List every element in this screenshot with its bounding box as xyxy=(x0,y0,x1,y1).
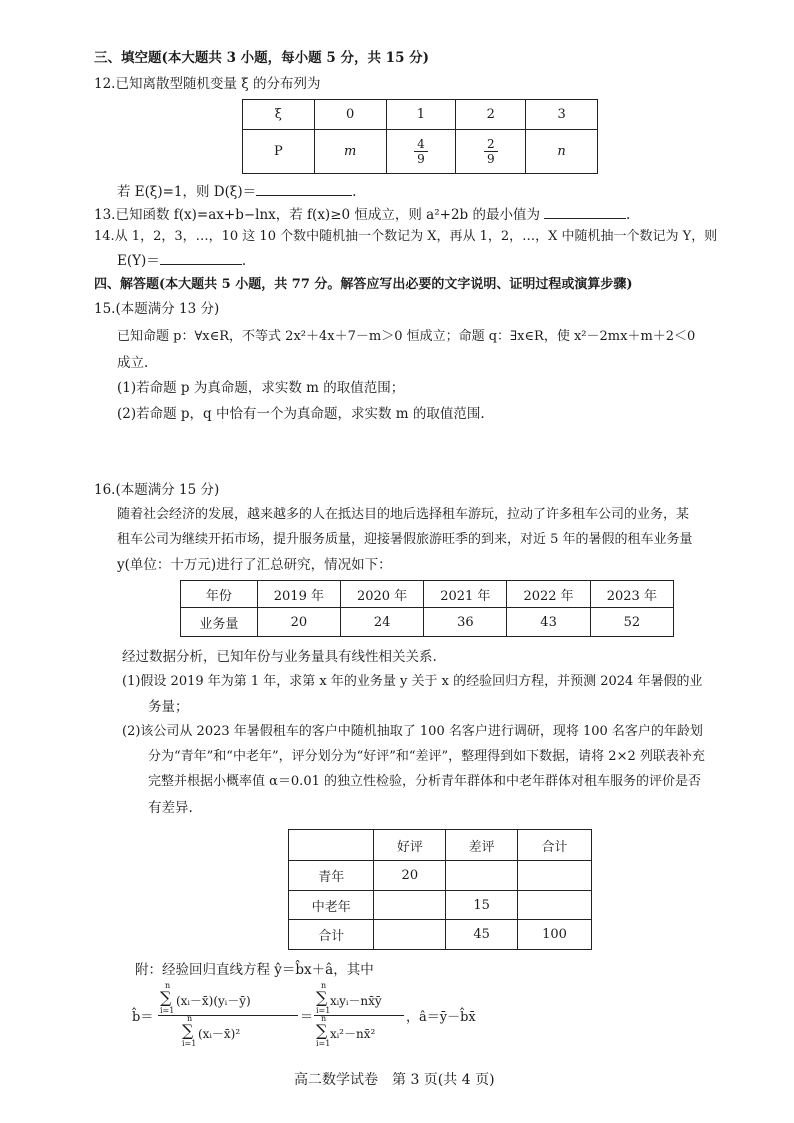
answer-blank[interactable] xyxy=(544,204,626,219)
table-cell: 52 xyxy=(590,608,673,637)
table-cell[interactable] xyxy=(518,861,592,891)
table-header-cell: 2020 年 xyxy=(340,581,423,608)
formula-equals: ＝ xyxy=(300,1010,314,1025)
table-cell: 20 xyxy=(374,861,446,891)
table-header-cell: 年份 xyxy=(181,581,258,608)
q16-part2-line3: 完整并根据小概率值 α＝0.01 的独立性检验，分析青年群体和中老年群体对租车服务的评价是否 xyxy=(148,774,701,789)
table-cell: 100 xyxy=(518,920,592,950)
table-cell: 45 xyxy=(446,920,518,950)
table-row-label: 青年 xyxy=(289,861,374,891)
table-cell[interactable] xyxy=(374,920,446,950)
q15-head: 15.(本题满分 13 分) xyxy=(94,301,220,317)
fraction-numerator: 2 xyxy=(484,137,498,152)
fraction-denominator: 9 xyxy=(417,152,425,166)
q16-after-table: 经过数据分析，已知年份与业务量具有线性相关关系. xyxy=(122,649,437,665)
sub-i: i=1 xyxy=(316,1039,331,1048)
answer-blank[interactable] xyxy=(256,181,352,196)
q14-ask: E(Y)＝ xyxy=(117,253,160,269)
period: . xyxy=(625,207,631,223)
fraction-denominator: 9 xyxy=(486,152,495,166)
sup-n: n xyxy=(321,981,327,990)
sub-i: i=1 xyxy=(160,1006,175,1015)
q12-intro: 12.已知离散型随机变量 ξ 的分布列为 xyxy=(94,76,321,92)
sigma-symbol: ∑ xyxy=(316,988,328,1007)
q15-part2: (2)若命题 p，q 中恰有一个为真命题，求实数 m 的取值范围. xyxy=(117,406,485,422)
dist-cell: 1 xyxy=(386,100,456,130)
table-cell[interactable] xyxy=(374,891,446,920)
table-cell[interactable] xyxy=(518,891,592,920)
fraction-bar xyxy=(158,1015,298,1016)
numerator-2: xᵢyᵢ－nx̄ȳ xyxy=(330,994,382,1008)
q16-part2-line4: 有差异. xyxy=(148,800,193,816)
table-header-cell xyxy=(289,830,374,861)
q15-line1: 已知命题 p：∀x∈R，不等式 2x²＋4x＋7－m＞0 恒成立；命题 q：∃x∈R，使 x²－2mx＋m＋2＜0 xyxy=(117,329,696,344)
sigma-symbol: ∑ xyxy=(182,1021,194,1040)
denominator-2: xᵢ²－nx̄² xyxy=(330,1027,376,1041)
appendix-line: 附：经验回归直线方程 ŷ＝b̂x＋â，其中 xyxy=(135,962,374,978)
formula-ahat: ，â＝ȳ－b̂x̄ xyxy=(406,1010,476,1025)
fraction-bar xyxy=(314,1015,404,1016)
dist-cell: ξ xyxy=(243,100,315,130)
q16-part2-line1: (2)该公司从 2023 年暑假租车的客户中随机抽取了 100 名客户进行调研，现将 100 名客户的年龄划 xyxy=(122,724,703,739)
table-header-cell: 2022 年 xyxy=(507,581,590,608)
table-cell: 43 xyxy=(507,608,590,637)
table-row-label: 中老年 xyxy=(289,891,374,920)
q15-line2: 成立. xyxy=(117,355,149,371)
q16-head: 16.(本题满分 15 分) xyxy=(94,482,220,498)
dist-cell: P xyxy=(243,130,315,174)
period: . xyxy=(352,184,357,200)
q13-line xyxy=(94,204,630,225)
page-footer: 高二数学试卷 第 3 页(共 4 页) xyxy=(294,1072,495,1088)
period: . xyxy=(241,253,247,269)
table-row-label: 合计 xyxy=(289,920,374,950)
table-header-cell: 合计 xyxy=(518,830,592,861)
numerator-1: (xᵢ－x̄)(yᵢ－ȳ) xyxy=(176,994,251,1008)
q14-line1: 14.从 1，2，3，…，10 这 10 个数中随机抽一个数记为 X，再从 1，2，…，X 中随机抽一个数记为 Y，则 xyxy=(94,229,718,244)
table-header-cell: 2021 年 xyxy=(424,581,507,608)
contingency-table xyxy=(288,829,592,950)
table-cell: 24 xyxy=(340,608,423,637)
q16-part2-line2: 分为“青年”和“中老年”，评分划分为“好评”和“差评”，整理得到如下数据，请将 2×2 列联表补充 xyxy=(148,749,705,764)
sup-n: n xyxy=(187,1014,193,1023)
q16-part1-line2: 务量； xyxy=(148,699,189,715)
sigma-symbol: ∑ xyxy=(316,1021,328,1040)
q15-part1: (1)若命题 p 为真命题，求实数 m 的取值范围； xyxy=(117,380,405,396)
formula-bhat: b̂＝ xyxy=(132,1010,154,1025)
table-cell: 36 xyxy=(424,608,507,637)
table-header-cell: 2019 年 xyxy=(257,581,340,608)
table-header-cell: 好评 xyxy=(374,830,446,861)
table-header-cell: 差评 xyxy=(446,830,518,861)
table-header-cell: 2023 年 xyxy=(590,581,673,608)
fraction-numerator: 4 xyxy=(414,137,428,152)
q12-ask-line xyxy=(117,181,356,202)
dist-cell: m xyxy=(314,130,386,174)
denominator-1: (xᵢ－x̄)² xyxy=(198,1027,241,1041)
dist-cell-fraction xyxy=(386,130,456,174)
sup-n: n xyxy=(165,981,171,990)
section-4-title: 四、解答题(本大题共 5 小题，共 77 分。解答应写出必要的文字说明、证明过程或演算步骤) xyxy=(94,277,633,292)
dist-cell: n xyxy=(526,130,598,174)
distribution-table xyxy=(242,99,598,174)
q16-para2: 租车公司为继续开拓市场，提升服务质量，迎接暑假旅游旺季的到来，对近 5 年的暑假的租车业务量 xyxy=(117,532,693,547)
table-cell: 20 xyxy=(257,608,340,637)
business-volume-table xyxy=(180,580,674,637)
sub-i: i=1 xyxy=(316,1006,331,1015)
section-3-title: 三、填空题(本大题共 3 小题，每小题 5 分，共 15 分) xyxy=(94,50,430,66)
q13-text: 13.已知函数 f(x)=ax+b−lnx，若 f(x)≥0 恒成立，则 a²+2b 的最小值为 xyxy=(94,207,540,223)
q16-para3: y(单位：十万元)进行了汇总研究，情况如下： xyxy=(117,557,392,573)
q12-ask: 若 E(ξ)=1，则 D(ξ)＝ xyxy=(117,184,257,200)
dist-cell: 2 xyxy=(456,100,526,130)
q16-para1: 随着社会经济的发展，越来越多的人在抵达目的地后选择租车游玩，拉动了许多租车公司的业务，某 xyxy=(117,507,690,522)
table-cell: 15 xyxy=(446,891,518,920)
sigma-symbol: ∑ xyxy=(160,988,172,1007)
dist-cell-fraction xyxy=(456,130,526,174)
sup-n: n xyxy=(321,1014,327,1023)
q14-line2 xyxy=(117,250,246,271)
dist-cell: 3 xyxy=(526,100,598,130)
table-cell: 业务量 xyxy=(181,608,258,637)
regression-formula xyxy=(130,981,476,1055)
table-cell[interactable] xyxy=(446,861,518,891)
dist-cell: 0 xyxy=(314,100,386,130)
q16-part1-line1: (1)假设 2019 年为第 1 年，求第 x 年的业务量 y 关于 x 的经验回归方程，并预测 2024 年暑假的业 xyxy=(122,674,703,689)
answer-blank[interactable] xyxy=(160,250,242,265)
sub-i: i=1 xyxy=(182,1039,197,1048)
